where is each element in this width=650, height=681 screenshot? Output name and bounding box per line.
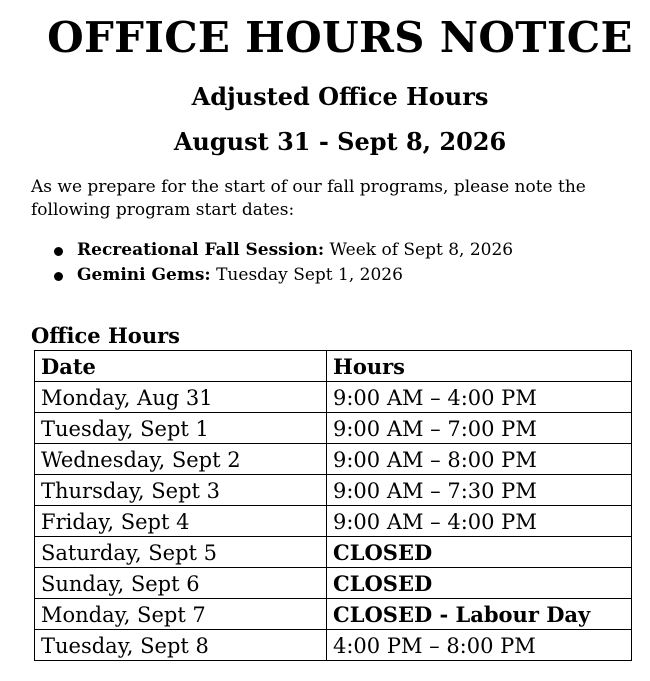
notice-subtitle: Adjusted Office Hours (191, 82, 489, 111)
program-name: Gemini Gems: (77, 265, 211, 285)
date-cell: Tuesday, Sept 1 (35, 413, 327, 444)
program-item (52, 238, 632, 263)
date-cell: Monday, Sept 7 (35, 599, 327, 630)
table-row (35, 444, 632, 475)
date-cell: Saturday, Sept 5 (35, 537, 327, 568)
notice-title: OFFICE HOURS NOTICE (47, 13, 633, 62)
hours-cell: 4:00 PM – 8:00 PM (327, 630, 632, 661)
table-row (35, 568, 632, 599)
date-cell: Thursday, Sept 3 (35, 475, 327, 506)
date-cell: Friday, Sept 4 (35, 506, 327, 537)
hours-cell: 9:00 AM – 8:00 PM (327, 444, 632, 475)
table-header-row (35, 351, 632, 382)
program-name: Recreational Fall Session: (77, 240, 325, 260)
intro-paragraph: As we prepare for the start of our fall programs, please note the following program start dates: (31, 177, 586, 220)
program-start-list (52, 238, 632, 288)
table-row (35, 537, 632, 568)
program-detail: Tuesday Sept 1, 2026 (216, 265, 403, 285)
hours-cell: 9:00 AM – 7:30 PM (327, 475, 632, 506)
hours-cell: 9:00 AM – 4:00 PM (327, 506, 632, 537)
table-row (35, 475, 632, 506)
date-cell: Tuesday, Sept 8 (35, 630, 327, 661)
hours-cell: 9:00 AM – 7:00 PM (327, 413, 632, 444)
hours-cell-closed: CLOSED (327, 568, 632, 599)
date-cell: Sunday, Sept 6 (35, 568, 327, 599)
table-row (35, 630, 632, 661)
hours-cell-closed: CLOSED (327, 537, 632, 568)
program-item (52, 263, 632, 288)
table-row (35, 413, 632, 444)
office-hours-heading: Office Hours (31, 323, 180, 348)
date-column-header: Date (35, 351, 327, 382)
table-row (35, 599, 632, 630)
table-row (35, 506, 632, 537)
date-cell: Monday, Aug 31 (35, 382, 327, 413)
hours-cell-closed: CLOSED - Labour Day (327, 599, 632, 630)
hours-cell: 9:00 AM – 4:00 PM (327, 382, 632, 413)
hours-column-header: Hours (327, 351, 632, 382)
office-hours-table (34, 350, 632, 661)
notice-date-range: August 31 - Sept 8, 2026 (173, 127, 507, 156)
bullet-icon (54, 272, 63, 281)
bullet-icon (54, 247, 63, 256)
program-detail: Week of Sept 8, 2026 (329, 240, 514, 260)
date-cell: Wednesday, Sept 2 (35, 444, 327, 475)
table-row (35, 382, 632, 413)
